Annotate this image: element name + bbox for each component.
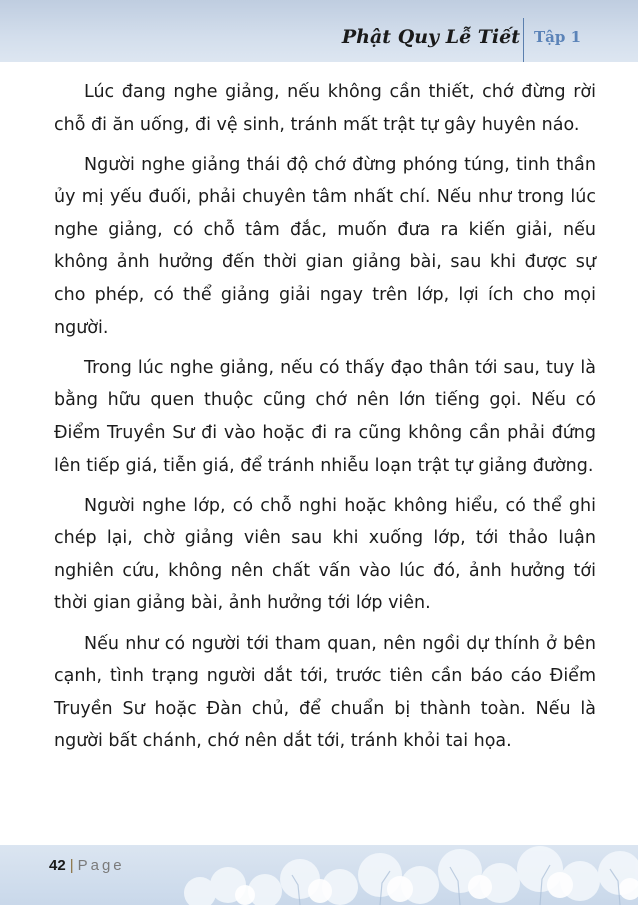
- footer-band: [0, 845, 638, 905]
- volume-label: Tập 1: [534, 28, 582, 46]
- book-title: Phật Quy Lễ Tiết: [341, 26, 520, 48]
- paragraph: Lúc đang nghe giảng, nếu không cần thiết, chớ đừng rời chỗ đi ăn uống, đi vệ sinh, tránh mất trật tự gây huyên náo.: [54, 82, 596, 135]
- page-number-value: 42: [49, 857, 66, 874]
- page-number-separator: |: [69, 857, 74, 874]
- paragraph: Trong lúc nghe giảng, nếu có thấy đạo thân tới sau, tuy là bằng hữu quen thuộc cũng chớ nên lớn tiếng gọi. Nếu có Điểm Truyền Sư đi vào hoặc đi ra cũng không cần phải đứng lên tiếp giá, tiễn giá, để tránh nhiễu loạn trật tự giảng đường.: [54, 357, 596, 476]
- page-number: [49, 857, 125, 874]
- page-body: [54, 76, 596, 765]
- page-label: Page: [77, 857, 125, 874]
- paragraph: Người nghe giảng thái độ chớ đừng phóng túng, tinh thần ủy mị yếu đuối, phải chuyên tâm nhất chí. Nếu như trong lúc nghe giảng, có chỗ tâm đắc, muốn đưa ra kiến giải, nếu không ảnh hưởng đến thời gian giảng bài, sau khi được sự cho phép, có thể giảng giải ngay trên lớp, lợi ích cho mọi người.: [54, 154, 596, 338]
- paragraph: Nếu như có người tới tham quan, nên ngồi dự thính ở bên cạnh, tình trạng người dắt tới, trước tiên cần báo cáo Điểm Truyền Sư hoặc Đàn chủ, để chuẩn bị thành toàn. Nếu là người bất chánh, chớ nên dắt tới, tránh khỏi tai họa.: [54, 633, 596, 752]
- frost-tree-decoration: [170, 845, 638, 905]
- header-divider: [523, 18, 524, 62]
- paragraph: Người nghe lớp, có chỗ nghi hoặc không hiểu, có thể ghi chép lại, chờ giảng viên sau khi xuống lớp, tới thảo luận nghiên cứu, không nên chất vấn vào lúc đó, ảnh hưởng tới thời gian giảng bài, ảnh hưởng tới lớp viên.: [54, 495, 596, 614]
